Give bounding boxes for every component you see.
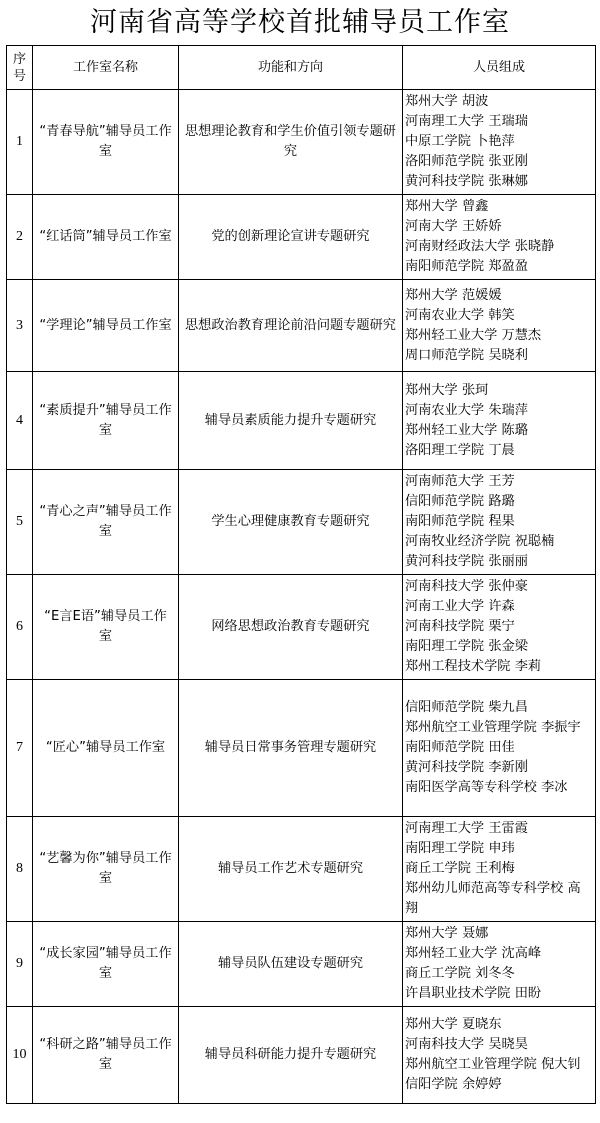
studio-name: “青心之声”辅导员工作室 [33,470,179,575]
studio-name: “科研之路”辅导员工作室 [33,1007,179,1104]
member-entry: 河南科技大学 吴晓昊 [405,1037,528,1052]
studio-function: 辅导员队伍建设专题研究 [179,922,403,1007]
member-entry: 河南工业大学 许森 [405,599,515,614]
row-number: 1 [7,90,33,195]
member-entry: 黄河科技学院 张琳娜 [405,174,528,189]
studio-name: “匠心”辅导员工作室 [33,680,179,817]
member-entry: 河南科技大学 张仲豪 [405,579,528,594]
studio-name: “艺馨为你”辅导员工作室 [33,817,179,922]
row-number: 4 [7,372,33,470]
member-entry: 河南农业大学 朱瑞萍 [405,402,528,418]
member-entry: 中原工学院 卜艳萍 [405,134,515,149]
row-number: 9 [7,922,33,1007]
studio-members [403,470,596,575]
studio-function: 辅导员素质能力提升专题研究 [179,372,403,470]
member-entry: 河南师范大学 王芳 [405,474,515,489]
row-number: 2 [7,195,33,280]
row-number: 8 [7,817,33,922]
table-row [7,817,596,922]
member-entry: 信阳师范学院 路璐 [405,494,515,509]
table-row [7,1007,596,1104]
studio-name: “青春导航”辅导员工作室 [33,90,179,195]
table-row [7,280,596,372]
member-entry: 河南财经政法大学 张晓静 [405,239,555,254]
studio-function: 思想理论教育和学生价值引领专题研究 [179,90,403,195]
header-no: 序号 [7,46,33,90]
row-number: 6 [7,575,33,680]
studio-members [403,195,596,280]
member-entry: 河南理工大学 王瑞瑞 [405,114,528,129]
header-func: 功能和方向 [179,46,403,90]
studio-name: “红话筒”辅导员工作室 [33,195,179,280]
studio-function: 辅导员日常事务管理专题研究 [179,680,403,817]
member-entry: 南阳师范学院 程果 [405,514,515,529]
member-entry: 郑州轻工业大学 陈璐 [405,422,528,438]
table-row [7,680,596,817]
member-entry: 郑州轻工业大学 沈高峰 [405,946,542,961]
member-entry: 商丘工学院 王利梅 [405,861,515,876]
table-row [7,372,596,470]
member-entry: 河南大学 王娇娇 [405,219,502,234]
member-entry: 黄河科技学院 张丽丽 [405,554,528,569]
member-entry: 郑州大学 聂娜 [405,926,489,941]
studio-function: 学生心理健康教育专题研究 [179,470,403,575]
member-entry: 郑州工程技术学院 李莉 [405,659,542,674]
member-entry: 南阳师范学院 田佳 [405,740,515,755]
member-entry: 信阳学院 余婷婷 [405,1077,502,1092]
member-entry: 河南牧业经济学院 祝聪楠 [405,534,555,549]
row-number: 5 [7,470,33,575]
member-entry: 洛阳师范学院 张亚刚 [405,154,528,169]
studio-members [403,1007,596,1104]
member-entry: 周口师范学院 吴晓利 [405,347,528,363]
member-entry: 许昌职业技术学院 田盼 [405,986,542,1001]
row-number: 3 [7,280,33,372]
member-entry: 河南理工大学 王雷霞 [405,821,528,836]
member-entry: 商丘工学院 刘冬冬 [405,966,515,981]
studio-function: 网络思想政治教育专题研究 [179,575,403,680]
header-row [7,46,596,90]
studio-table [6,45,596,1104]
member-entry: 南阳医学高等专科学校 李冰 [405,780,568,795]
studio-name: “素质提升”辅导员工作室 [33,372,179,470]
studio-name: “成长家园”辅导员工作室 [33,922,179,1007]
studio-function: 辅导员科研能力提升专题研究 [179,1007,403,1104]
member-entry: 河南农业大学 韩笑 [405,307,515,323]
member-entry: 郑州大学 张珂 [405,382,489,398]
studio-members [403,280,596,372]
studio-function: 思想政治教育理论前沿问题专题研究 [179,280,403,372]
header-name: 工作室名称 [33,46,179,90]
studio-members [403,680,596,817]
member-entry: 郑州大学 曾鑫 [405,199,489,214]
member-entry: 郑州大学 胡波 [405,94,489,109]
member-entry: 郑州大学 范媛媛 [405,287,502,303]
member-entry: 郑州航空工业管理学院 李振宇 [405,720,581,735]
member-entry: 河南科技学院 栗宁 [405,619,515,634]
studio-name: “学理论”辅导员工作室 [33,280,179,372]
member-entry: 郑州大学 夏晓东 [405,1017,502,1032]
page-title: 河南省高等学校首批辅导员工作室 [90,7,510,38]
member-entry: 郑州航空工业管理学院 倪大钊 [405,1057,581,1072]
row-number: 7 [7,680,33,817]
table-row [7,90,596,195]
member-entry: 郑州轻工业大学 万慧杰 [405,327,542,343]
studio-name: “E言E语”辅导员工作室 [33,575,179,680]
row-number: 10 [7,1007,33,1104]
table-row [7,195,596,280]
studio-members [403,575,596,680]
header-members: 人员组成 [403,46,596,90]
table-row [7,922,596,1007]
member-entry: 洛阳理工学院 丁晨 [405,442,515,458]
studio-function: 党的创新理论宣讲专题研究 [179,195,403,280]
table-row [7,470,596,575]
table-row [7,575,596,680]
member-entry: 郑州幼儿师范高等专科学校 高翔 [405,881,581,916]
studio-members [403,922,596,1007]
member-entry: 信阳师范学院 柴九昌 [405,700,528,715]
studio-members [403,90,596,195]
studio-members [403,372,596,470]
member-entry: 黄河科技学院 李新刚 [405,760,528,775]
member-entry: 南阳师范学院 郑盈盈 [405,259,528,274]
studio-function: 辅导员工作艺术专题研究 [179,817,403,922]
member-entry: 南阳理工学院 申玮 [405,841,515,856]
member-entry: 南阳理工学院 张金梁 [405,639,528,654]
studio-members [403,817,596,922]
